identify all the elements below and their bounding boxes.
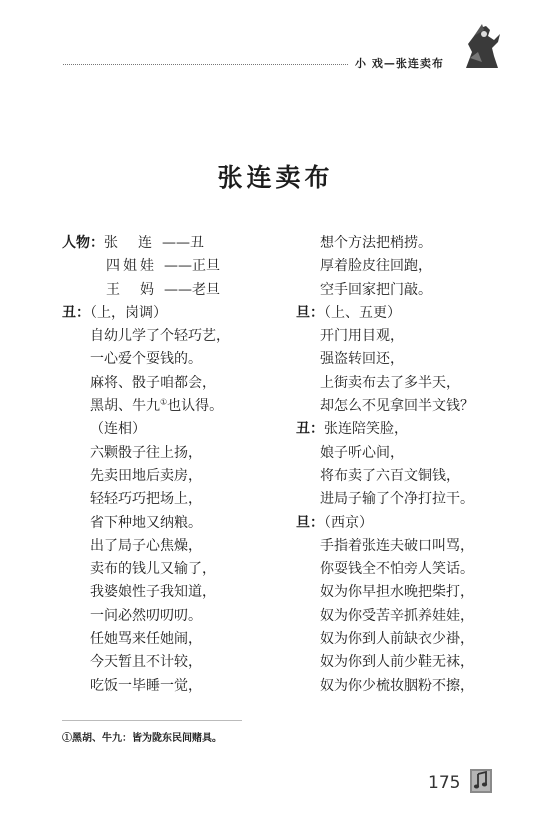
line-text: 今天暂且不计较， — [90, 654, 202, 671]
opera-figure-icon — [460, 22, 502, 70]
script-line — [62, 558, 300, 581]
script-line — [296, 279, 511, 302]
line-text: 进局子输了个净打拉干。 — [320, 491, 474, 508]
speaker-label: 旦： — [296, 514, 324, 531]
music-note-icon — [470, 769, 492, 793]
page-number: 175 — [428, 773, 461, 793]
script-line — [296, 465, 511, 488]
line-text: 黑胡、牛九 — [90, 398, 160, 415]
right-column — [296, 232, 511, 698]
speaker-line — [296, 512, 511, 535]
cast-name: 王 妈 — [106, 281, 157, 298]
script-line — [62, 535, 300, 558]
left-column — [62, 232, 300, 698]
script-line — [296, 442, 511, 465]
script-line — [62, 651, 300, 674]
speaker-line — [296, 302, 511, 325]
line-text: 轻轻巧巧把场上， — [90, 491, 202, 508]
line-text: 厚着脸皮往回跑， — [320, 258, 432, 275]
line-text: 省下种地又纳粮。 — [90, 514, 202, 531]
line-text: 任她骂来任她闹， — [90, 631, 202, 648]
script-line — [296, 232, 511, 255]
line-text: 一问必然叨叨叨。 — [90, 607, 202, 624]
line-text: 奴为你少梳妆胭粉不擦， — [320, 677, 474, 694]
script-line — [62, 605, 300, 628]
speaker-label: 丑： — [296, 421, 324, 438]
script-line — [296, 325, 511, 348]
script-line — [296, 395, 511, 418]
script-line — [296, 348, 511, 371]
line-text: 一心爱个耍钱的。 — [90, 351, 202, 368]
line-text: 麻将、骰子咱都会， — [90, 374, 216, 391]
line-text: 奴为你到人前少鞋无袜， — [320, 654, 474, 671]
script-line — [296, 651, 511, 674]
script-line — [296, 558, 511, 581]
cast-name: 四姐娃 — [106, 258, 157, 275]
script-line — [62, 442, 300, 465]
line-text: 奴为你早担水晚把柴打， — [320, 584, 474, 601]
line-text: 自幼儿学了个轻巧艺， — [90, 328, 230, 345]
line-text: 你耍钱全不怕旁人笑话。 — [320, 561, 474, 578]
cast-name: 张 连 — [104, 235, 155, 251]
line-text: 奴为你受苦辛抓养娃娃， — [320, 607, 474, 624]
line-text: 出了局子心焦燥， — [90, 537, 202, 554]
cast-line — [62, 232, 300, 255]
line-text: 张连陪笑脸， — [324, 421, 408, 438]
script-line — [62, 512, 300, 535]
line-text: 我婆娘性子我知道， — [90, 584, 216, 601]
speaker-label: 旦： — [296, 304, 324, 321]
line-text: （连相） — [90, 421, 146, 438]
script-line — [62, 325, 300, 348]
line-text: 强盗转回还， — [320, 351, 404, 368]
cast-role: ——正旦 — [164, 258, 220, 275]
line-text: 想个方法把梢捞。 — [320, 235, 432, 251]
speaker-line — [62, 302, 300, 325]
line-text: 上街卖布去了多半天， — [320, 374, 460, 391]
line-text: （西京） — [324, 514, 373, 531]
line-text: 吃饭一毕睡一觉， — [90, 677, 202, 694]
script-line — [62, 675, 300, 698]
script-line — [296, 581, 511, 604]
line-text: 手指着张连夫破口叫骂， — [320, 537, 474, 554]
cast-role: ——丑 — [162, 235, 204, 251]
script-line — [62, 372, 300, 395]
script-line — [62, 488, 300, 511]
line-text: 奴为你到人前缺衣少褂， — [320, 631, 474, 648]
script-line — [62, 395, 300, 418]
script-line — [62, 628, 300, 651]
line-text: 六颗骰子往上扬， — [90, 444, 202, 461]
line-text: 卖布的钱儿又输了， — [90, 561, 216, 578]
line-text: 娘子听心间， — [320, 444, 404, 461]
cast-role: ——老旦 — [164, 281, 220, 298]
footnote-marker: ① — [160, 397, 168, 407]
script-line — [62, 418, 300, 441]
cast-line — [62, 255, 300, 278]
cast-label: 人物： — [62, 235, 104, 251]
line-text: 先卖田地后卖房， — [90, 467, 202, 484]
script-line — [62, 581, 300, 604]
running-header-title: 小 戏—张连卖布 — [355, 57, 444, 70]
script-lines-right — [296, 232, 511, 698]
line-text: 将布卖了六百文铜钱， — [320, 467, 460, 484]
line-text: 却怎么不见拿回半文钱？ — [320, 398, 474, 415]
footnote: ①黑胡、牛九：皆为陇东民间赌具。 — [62, 733, 222, 744]
script-line — [296, 605, 511, 628]
header-dotted-rule — [63, 64, 348, 65]
script-line — [296, 255, 511, 278]
line-text: （上、五更） — [324, 304, 401, 321]
page-title: 张连卖布 — [217, 163, 334, 192]
speaker-line — [296, 418, 511, 441]
script-line — [62, 348, 300, 371]
cast-line — [62, 279, 300, 302]
script-line — [296, 628, 511, 651]
line-text: 也认得。 — [167, 398, 224, 415]
script-line — [296, 372, 511, 395]
line-text: 开门用目观， — [320, 328, 404, 345]
script-lines-left — [62, 302, 300, 698]
script-line — [296, 488, 511, 511]
speaker-label: 丑： — [62, 304, 90, 321]
line-text: （上，岗调） — [90, 304, 167, 321]
script-line — [62, 465, 300, 488]
line-text: 空手回家把门敲。 — [320, 281, 432, 298]
footnote-rule — [62, 720, 242, 721]
script-line — [296, 535, 511, 558]
script-line — [296, 675, 511, 698]
